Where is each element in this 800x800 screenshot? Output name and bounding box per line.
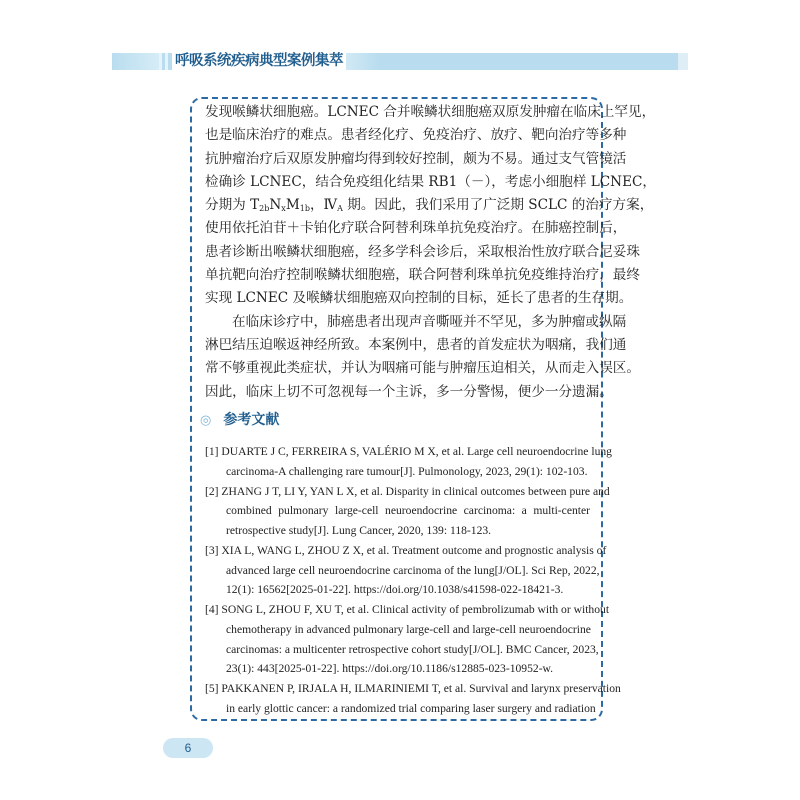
reference-item [205,442,612,482]
text-line: 实现 LCNEC 及喉鳞状细胞癌双向控制的目标，延长了患者的生存期。 [205,290,633,307]
text-line: 抗肿瘤治疗后双原发肿瘤均得到较好控制，颇为不易。通过支气管镜活 [205,150,627,167]
book-title: 呼吸系统疾病典型案例集萃 [172,51,346,71]
reference-item [205,482,610,541]
text-line: 单抗靶向治疗控制喉鳞状细胞癌，联合阿替利珠单抗免疫维持治疗，最终 [205,267,640,284]
text-line: 检确诊 LCNEC，结合免疫组化结果 RB1（－），考虑小细胞样 LCNEC， [205,173,656,190]
page-number: 6 [163,738,213,758]
circle-bullet-icon: ◎ [200,413,212,428]
reference-line: [5] PAKKANEN P, IRJALA H, ILMARINIEMI T, et al. Survival and larynx preservation [205,682,621,695]
reference-line: [3] XIA L, WANG L, ZHOU Z X, et al. Treatment outcome and prognostic analysis of [205,543,607,557]
reference-line: combined pulmonary large-cell neuroendocrine carcinoma: a multi-center [226,504,590,518]
reference-item [205,679,621,719]
reference-line: chemotherapy in advanced pulmonary large-cell and large-cell neuroendocrine [226,622,591,636]
text-line: 淋巴结压迫喉返神经所致。本案例中，患者的首发症状为咽痛，我们通 [205,336,627,353]
text-line: 使用依托泊苷＋卡铂化疗联合阿替利珠单抗免疫治疗。在肺癌控制后， [205,220,627,237]
reference-line: [2] ZHANG J T, LI Y, YAN L X, et al. Disparity in clinical outcomes between pure and [205,484,610,498]
references-heading: ◎ 参考文献 [200,412,280,428]
text-line: 发现喉鳞状细胞癌。LCNEC 合并喉鳞状细胞癌双原发肿瘤在临床上罕见， [205,104,656,120]
reference-line: carcinoma-A challenging rare tumour[J]. Pulmonology, 2023, 29(1): 102-103. [226,464,588,478]
text-line: 在临床诊疗中，肺癌患者出现声音嘶哑并不罕见，多为肿瘤或纵隔 [232,313,627,330]
text-line: 也是临床治疗的难点。患者经化疗、免疫治疗、放疗、靶向治疗等多种 [205,127,627,144]
reference-line: advanced large cell neuroendocrine carcinoma of the lung[J/OL]. Sci Rep, 2022, [226,563,600,577]
reference-line: [1] DUARTE J C, FERREIRA S, VALÉRIO M X, et al. Large cell neuroendocrine lung [205,445,612,458]
reference-line: retrospective study[J]. Lung Cancer, 2020, 139: 118-123. [226,524,492,537]
reference-list [205,442,621,719]
text-line: 常不够重视此类症状，并认为咽痛可能与肿瘤压迫相关，从而走入误区。 [205,360,640,377]
reference-item [205,600,610,679]
body-text [205,101,656,404]
reference-line: in early glottic cancer: a randomized trial comparing laser surgery and radiation [226,701,596,715]
reference-line: 23(1): 443[2025-01-22]. https://doi.org/10.1186/s12885-023-10952-w. [226,662,554,676]
reference-line: [4] SONG L, ZHOU F, XU T, et al. Clinical activity of pembrolizumab with or without [205,603,610,616]
reference-line: 12(1): 16562[2025-01-22]. https://doi.org/10.1038/s41598-022-18421-3. [226,583,564,597]
text-line: 因此，临床上切不可忽视每一个主诉，多一分警惕，便少一分遗漏。 [205,383,613,400]
reference-item [205,541,607,600]
reference-line: carcinomas: a multicenter retrospective cohort study[J/OL]. BMC Cancer, 2023, [226,642,599,656]
staging-line: 分期为 $T_{2b}N_xM_{1b}$，$Ⅳ_A$ 期。因此，我们采用了广泛期 SCLC 的治疗方案， [205,197,654,214]
text-line: 患者诊断出喉鳞状细胞癌，经多学科会诊后，采取根治性放疗联合尼妥珠 [205,243,640,260]
